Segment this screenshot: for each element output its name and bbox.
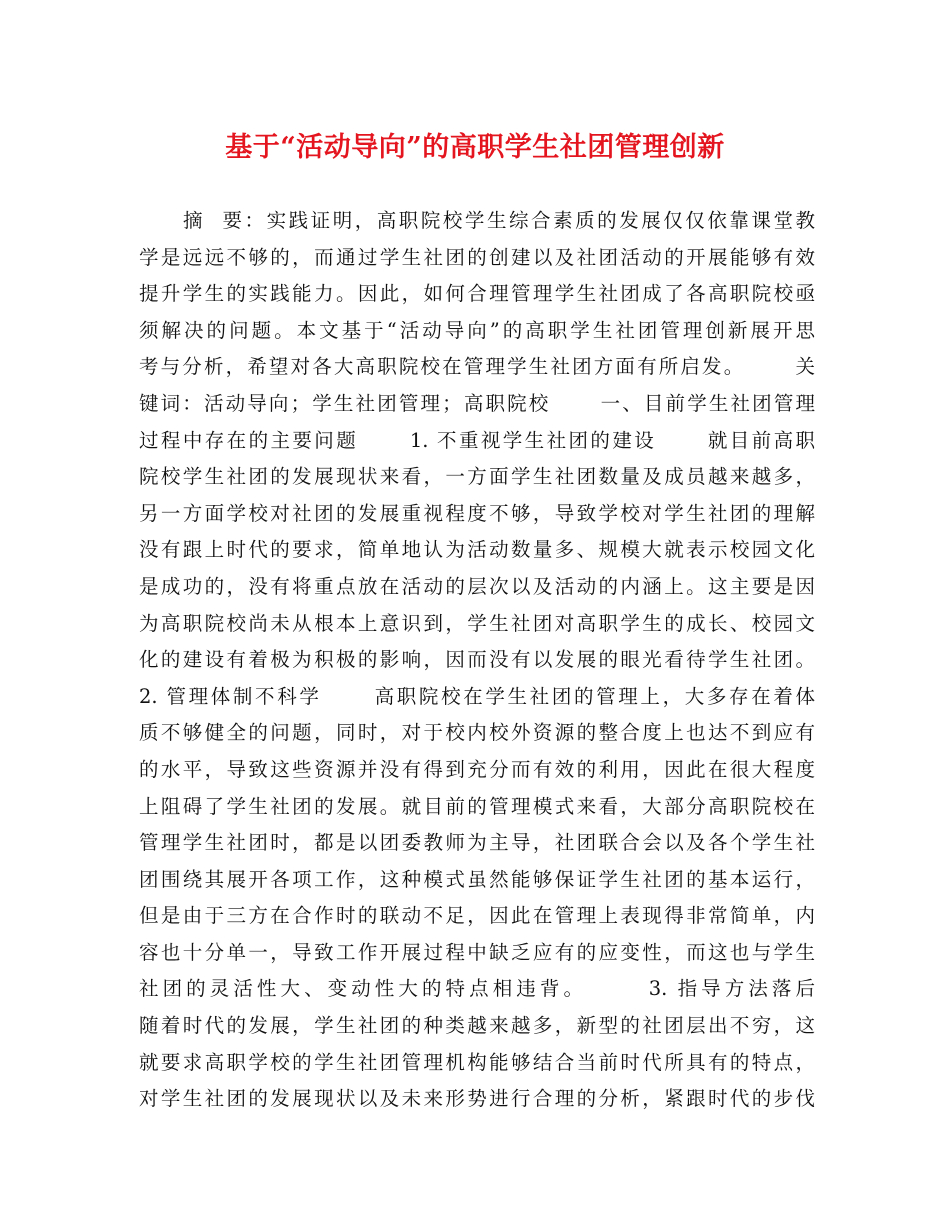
body-line: 摘 要：实践证明，高职院校学生综合素质的发展仅仅依靠课堂教 bbox=[183, 209, 815, 232]
body-line: 考与分析，希望对各大高职院校在管理学生社团方面有所启发。 关 bbox=[139, 355, 815, 379]
body-line: 没有跟上时代的要求，简单地认为活动数量多、规模大就表示校园文化 bbox=[139, 538, 815, 562]
body-line: 提升学生的实践能力。因此，如何合理管理学生社团成了各高职院校亟 bbox=[139, 282, 815, 306]
body-line: 团围绕其展开各项工作，这种模式虽然能够保证学生社团的基本运行， bbox=[139, 867, 815, 891]
body-line: 另一方面学校对社团的发展重视程度不够，导致学校对学生社团的理解 bbox=[139, 501, 815, 525]
body-line: 社团的灵活性大、变动性大的特点相违背。 3. 指导方法落后 bbox=[139, 977, 815, 1001]
body-line: 质不够健全的问题，同时，对于校内校外资源的整合度上也达不到应有 bbox=[139, 721, 815, 745]
body-line: 随着时代的发展，学生社团的种类越来越多，新型的社团层出不穷，这 bbox=[139, 1014, 815, 1038]
body-line: 对学生社团的发展现状以及未来形势进行合理的分析，紧跟时代的步伐 bbox=[139, 1087, 815, 1111]
body-line: 学是远远不够的，而通过学生社团的创建以及社团活动的开展能够有效 bbox=[139, 245, 815, 269]
body-line: 须解决的问题。本文基于“活动导向”的高职学生社团管理创新展开思 bbox=[139, 318, 815, 342]
body-line: 院校学生社团的发展现状来看，一方面学生社团数量及成员越来越多， bbox=[139, 465, 815, 489]
body-line: 管理学生社团时，都是以团委教师为主导，社团联合会以及各个学生社 bbox=[139, 831, 815, 855]
body-line: 是成功的，没有将重点放在活动的层次以及活动的内涵上。这主要是因 bbox=[139, 574, 815, 598]
body-line: 2. 管理体制不科学 高职院校在学生社团的管理上，大多存在着体 bbox=[139, 684, 815, 708]
body-line: 的水平，导致这些资源并没有得到充分而有效的利用，因此在很大程度 bbox=[139, 757, 815, 781]
document-body bbox=[139, 203, 815, 1118]
body-line: 就要求高职学校的学生社团管理机构能够结合当前时代所具有的特点， bbox=[139, 1050, 815, 1074]
body-line: 键词：活动导向；学生社团管理；高职院校 一、目前学生社团管理 bbox=[139, 391, 815, 415]
body-line: 过程中存在的主要问题 1. 不重视学生社团的建设 就目前高职 bbox=[139, 428, 815, 452]
body-line: 化的建设有着极为积极的影响，因而没有以发展的眼光看待学生社团。 bbox=[139, 648, 815, 672]
body-line: 容也十分单一，导致工作开展过程中缺乏应有的应变性，而这也与学生 bbox=[139, 940, 815, 964]
body-line: 但是由于三方在合作时的联动不足，因此在管理上表现得非常简单，内 bbox=[139, 904, 815, 928]
body-line: 为高职院校尚未从根本上意识到，学生社团对高职学生的成长、校园文 bbox=[139, 611, 815, 635]
document-title: 基于“活动导向”的高职学生社团管理创新 bbox=[225, 132, 725, 163]
body-line: 上阻碍了学生社团的发展。就目前的管理模式来看，大部分高职院校在 bbox=[139, 794, 815, 818]
